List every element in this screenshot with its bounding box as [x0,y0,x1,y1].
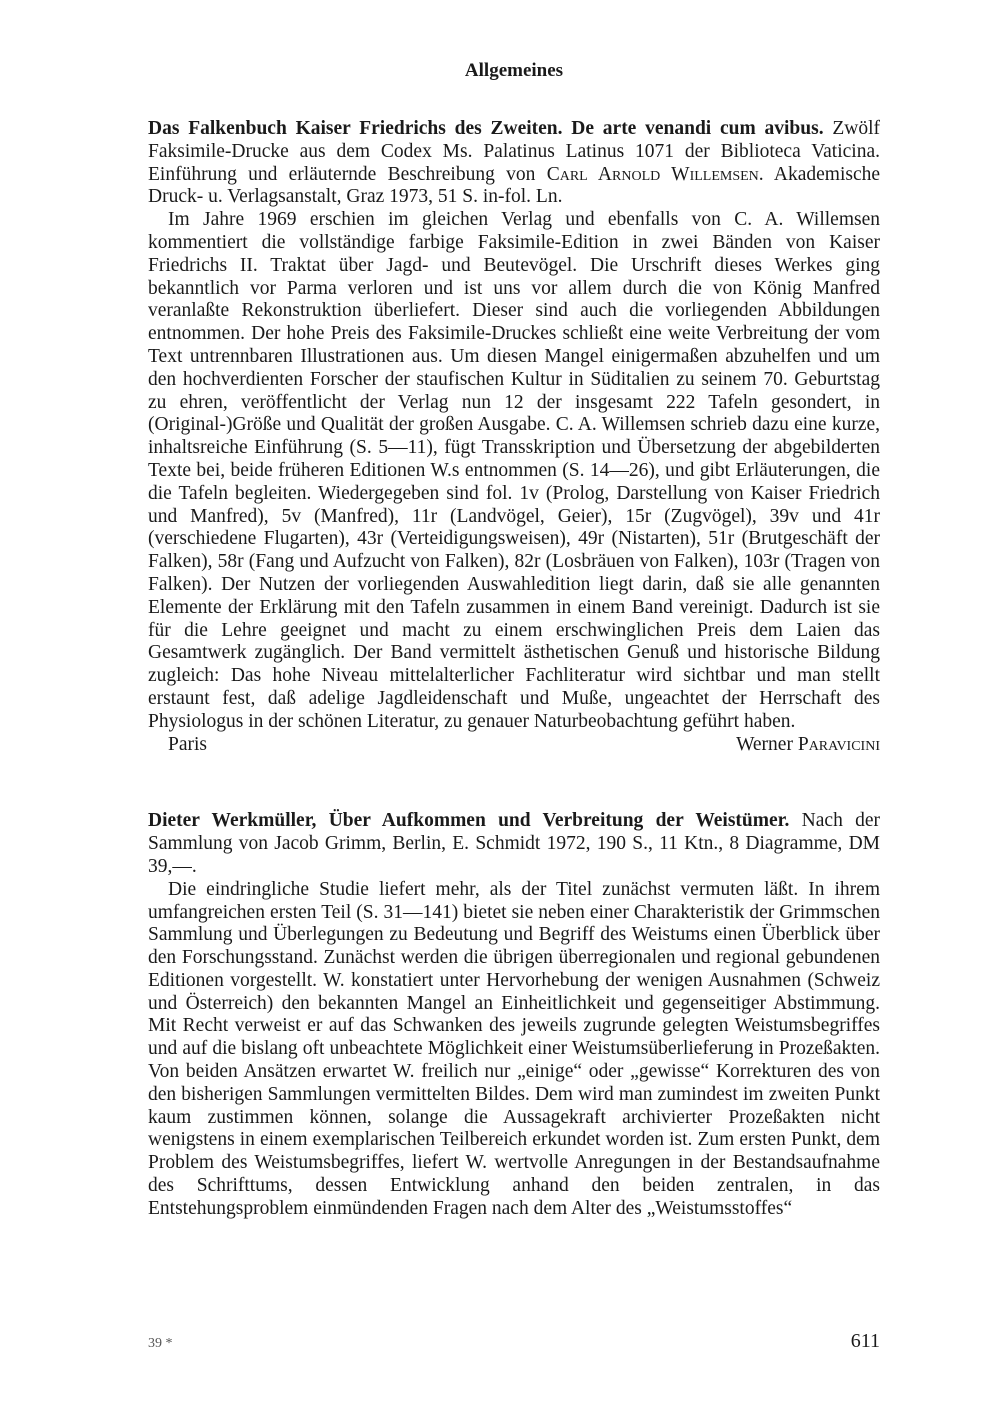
review-bibliography [148,118,880,209]
review-weistuemer [148,810,880,1220]
bibliography-text: Zwölf Faksimile-Drucke aus dem Codex Ms. Palatinus Latinus 1071 der Biblioteca Vaticina. Einführung und erläuternde Beschreibung von [148,118,881,185]
reviewer-last-name: Paravicini [797,733,880,755]
review-body: Die eindringliche Studie liefert mehr, als der Titel zunächst vermuten läßt. In ihrem umfangreichen ersten Teil (S. 31—141) bietet sie neben einer Charakteristik der Grimmschen Sammlung und Überlegungen zu Bedeutung und Begriff des Weistums einen Überblick über den Forschungsstand. Zunächst werden die übrigen überregionalen und regional gebundenen Editionen vorgestellt. W. konstatiert unter Hervorhebung der wenigen Ausnahmen (Schweiz und Österreich) den bekannten Mangel an Einheitlichkeit und gegenseitiger Abstimmung. Mit Recht verweist er auf das Schwanken des jeweils zugrunde gelegten Weistumsbegriffes und auf die bislang oft unbeachtete Möglichkeit einer Weistumsüberlieferung in Prozeßakten. Von beiden Ansätzen erwartet W. freilich nur „einige“ oder „gewisse“ Korrekturen des von den bisherigen Sammlungen vermittelten Bildes. Dem wird man zumindest im zweiten Punkt kaum zustimmen können, solange die Aussagekraft archivierter Prozeßakten nicht wenigstens in einem exemplarischen Teilbereich erkundet worden ist. Zum ersten Punkt, dem Problem des Weistumsbegriffes, liefert W. wertvolle Anregungen in der Bestandsaufnahme des Schrifttums, dessen Entwicklung anhand den beiden zentralen, in das Entstehungsproblem einmündenden Fragen nach dem Alter des „Weistumsstoffes“ [148,878,880,1219]
editor-name: Carl Arnold Willemsen [546,163,759,185]
review-place: Paris [168,733,207,755]
review-bibliography [148,810,880,878]
bibliography-text: Nach der Sammlung von Jacob Grimm, Berlin, E. Schmidt 1972, 190 S., 11 Ktn., 8 Diagramme, DM 39,—. [148,810,880,877]
printer-signature-mark: 39 * [148,1336,173,1351]
page-number: 611 [850,1330,880,1352]
review-falkenbuch [148,118,880,756]
review-body: Im Jahre 1969 erschien im gleichen Verlag und ebenfalls von C. A. Willemsen kommentiert die vollständige farbige Faksimile-Edition in zwei Bänden von Kaiser Friedrichs II. Traktat über Jagd- und Beutevögel. Die Urschrift dieses Werkes ging bekanntlich vor Parma verloren und ist uns vor allem durch die von König Manfred veranlaßte Rekonstruktion überliefert. Dieser sind auch die vorliegenden Abbildungen entnommen. Der hohe Preis des Faksimile-Druckes schließt eine weite Verbreitung der vom Text untrennbaren Illustrationen aus. Um diesen Mangel einigermaßen abzuhelfen und um den hochverdienten Forscher der staufischen Kultur in Süditalien zu seinem 70. Geburtstag zu ehren, veröffentlicht der Verlag nun 12 der insgesamt 222 Tafeln gesondert, in (Original-)Größe und Qualität der großen Ausgabe. C. A. Willemsen schrieb dazu eine kurze, inhaltsreiche Einführung (S. 5—11), fügt Transskription und Übersetzung der abgebilderten Texte bei, beide früheren Editionen W.s entnommen (S. 14—26), und gibt Erläuterungen, die die Tafeln begleiten. Wiedergegeben sind fol. 1v (Prolog, Darstellung von Kaiser Friedrich und Manfred), 5v (Manfred), 11r (Landvögel, Geier), 15r (Zugvögel), 39v und 41r (verschiedene Flugarten), 43r (Verteidigungsweisen), 49r (Nistarten), 51r (Brutgeschäft der Falken), 58r (Fang und Aufzucht von Falken), 82r (Losbräuen von Falken), 103r (Tragen von Falken). Der Nutzen der vorliegenden Auswahledition liegt darin, daß sie alle genannten Elemente der Erklärung mit den Tafeln zusammen in einem Band vereinigt. Dadurch ist sie für die Lehre geeignet und macht zu einem erschwinglichen Preis dem Laien das Gesamtwerk zugänglich. Der Band vermittelt ästhetischen Genuß und historische Bildung zugleich: Das hohe Niveau mittelalterlicher Fachliteratur wird sichtbar und man stellt erstaunt fest, daß adelige Jagdleidenschaft und Muße, ungeachtet der Herrschaft des Physiologus in der schönen Literatur, zu genauer Naturbeobachtung geführt haben. [148,209,880,732]
reviewer-name [736,734,880,757]
page-footer [148,1330,880,1353]
review-signature [148,734,880,757]
review-title: Das Falkenbuch Kaiser Friedrichs des Zweiten. De arte venandi cum avibus. [148,118,824,139]
bibliography-publisher: . Akademische Druck- u. Verlagsanstalt, Graz 1973, 51 S. in-fol. Ln. [148,163,881,208]
page-content [148,60,880,1221]
review-title: Dieter Werkmüller, Über Aufkommen und Verbreitung der Weistümer. [148,810,790,832]
reviewer-first-name: Werner [736,733,793,755]
running-head: Allgemeines [464,60,564,81]
